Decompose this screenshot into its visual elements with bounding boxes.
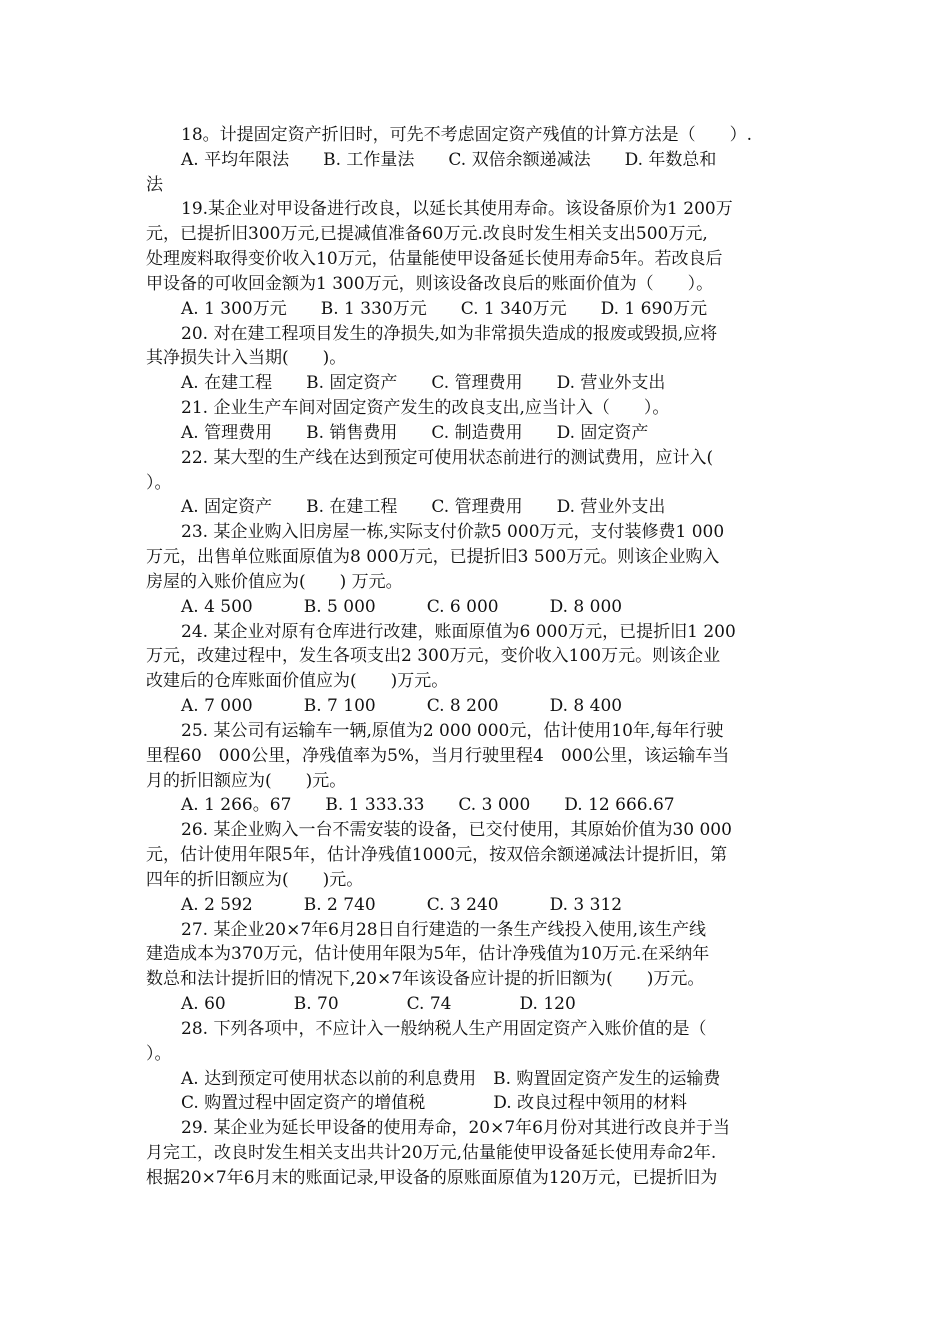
text-line: 万元，改建过程中，发生各项支出2 300万元，变价收入100万元。则该企业 — [146, 646, 721, 667]
text-line: 四年的折旧额应为( )元。 — [146, 869, 364, 890]
text-line: 25. 某公司有运输车一辆,原值为2 000 000元，估计使用10年,每年行驶 — [181, 720, 724, 741]
text-line: A. 4 500 B. 5 000 C. 6 000 D. 8 000 — [181, 596, 623, 617]
text-line: A. 7 000 B. 7 100 C. 8 200 D. 8 400 — [181, 696, 623, 717]
text-line: 18。计提固定资产折旧时，可先不考虑固定资产残值的计算方法是（ ）. — [181, 125, 753, 145]
text-line: A. 固定资产 B. 在建工程 C. 管理费用 D. 营业外支出 — [181, 497, 666, 518]
text-line: A. 1 300万元 B. 1 330万元 C. 1 340万元 D. 1 690万元 — [181, 298, 708, 319]
text-line: 19.某企业对甲设备进行改良，以延长其使用寿命。该设备原价为1 200万 — [181, 199, 733, 220]
text-line: 万元，出售单位账面原值为8 000万元，已提折旧3 500万元。则该企业购入 — [146, 547, 720, 568]
text-line: 其净损失计入当期( )。 — [146, 348, 347, 369]
text-line: 处理废料取得变价收入10万元，估量能使甲设备延长使用寿命5年。若改良后 — [146, 249, 723, 270]
text-line: A. 达到预定可使用状态以前的利息费用 B. 购置固定资产发生的运输费 — [181, 1068, 721, 1089]
text-line: 26. 某企业购入一台不需安装的设备，已交付使用，其原始价值为30 000 — [181, 820, 732, 841]
text-line: A. 2 592 B. 2 740 C. 3 240 D. 3 312 — [181, 894, 623, 915]
text-line: 29. 某企业为延长甲设备的使用寿命，20×7年6月份对其进行改良并于当 — [181, 1118, 730, 1139]
text-line: 22. 某大型的生产线在达到预定可使用状态前进行的测试费用，应计入( — [181, 447, 714, 468]
text-line: 数总和法计提折旧的情况下,20×7年该设备应计提的折旧额为( )万元。 — [146, 969, 705, 990]
text-line: A. 管理费用 B. 销售费用 C. 制造费用 D. 固定资产 — [181, 422, 649, 443]
text-line: A. 在建工程 B. 固定资产 C. 管理费用 D. 营业外支出 — [181, 373, 666, 394]
text-line: 建造成本为370万元，估计使用年限为5年，估计净残值为10万元.在采纳年 — [146, 944, 710, 965]
text-line: 根据20×7年6月末的账面记录,甲设备的原账面原值为120万元，已提折旧为 — [146, 1167, 718, 1188]
text-line: 月完工，改良时发生相关支出共计20万元,估量能使甲设备延长使用寿命2年. — [146, 1143, 717, 1164]
text-line: 元，已提折旧300万元,已提减值准备60万元.改良时发生相关支出500万元, — [146, 224, 708, 245]
text-line: 28. 下列各项中，不应计入一般纳税人生产用固定资产入账价值的是（ — [181, 1018, 707, 1039]
text-line: 改建后的仓库账面价值应为( )万元。 — [146, 671, 449, 692]
text-line: 甲设备的可收回金额为1 300万元，则该设备改良后的账面价值为（ ）。 — [146, 273, 714, 294]
text-line: 法 — [146, 174, 163, 195]
text-line: C. 购置过程中固定资产的增值税 D. 改良过程中领用的材料 — [181, 1093, 688, 1114]
text-line: A. 平均年限法 B. 工作量法 C. 双倍余额递减法 D. 年数总和 — [181, 149, 717, 170]
text-line: A. 1 266。67 B. 1 333.33 C. 3 000 D. 12 666.67 — [181, 795, 675, 816]
text-line: 月的折旧额应为( )元。 — [146, 770, 347, 791]
text-line: 27. 某企业20×7年6月28日自行建造的一条生产线投入使用,该生产线 — [181, 919, 706, 940]
text-line: 20. 对在建工程项目发生的净损失,如为非常损失造成的报废或毁损,应将 — [181, 323, 718, 344]
text-line: 21. 企业生产车间对固定资产发生的改良支出,应当计入（ ）。 — [181, 398, 670, 419]
text-line: 24. 某企业对原有仓库进行改建，账面原值为6 000万元，已提折旧1 200 — [181, 621, 736, 642]
text-line: 房屋的入账价值应为( ) 万元。 — [146, 571, 403, 592]
text-line: ）。 — [146, 1043, 172, 1064]
text-line: ）。 — [146, 472, 172, 493]
text-line: A. 60 B. 70 C. 74 D. 120 — [181, 994, 576, 1015]
text-line: 元，估计使用年限5年，估计净残值1000元，按双倍余额递减法计提折旧，第 — [146, 845, 728, 866]
text-line: 23. 某企业购入旧房屋一栋,实际支付价款5 000万元，支付装修费1 000 — [181, 522, 725, 543]
text-line: 里程60 000公里，净残值率为5%，当月行驶里程4 000公里，该运输车当 — [146, 745, 730, 766]
